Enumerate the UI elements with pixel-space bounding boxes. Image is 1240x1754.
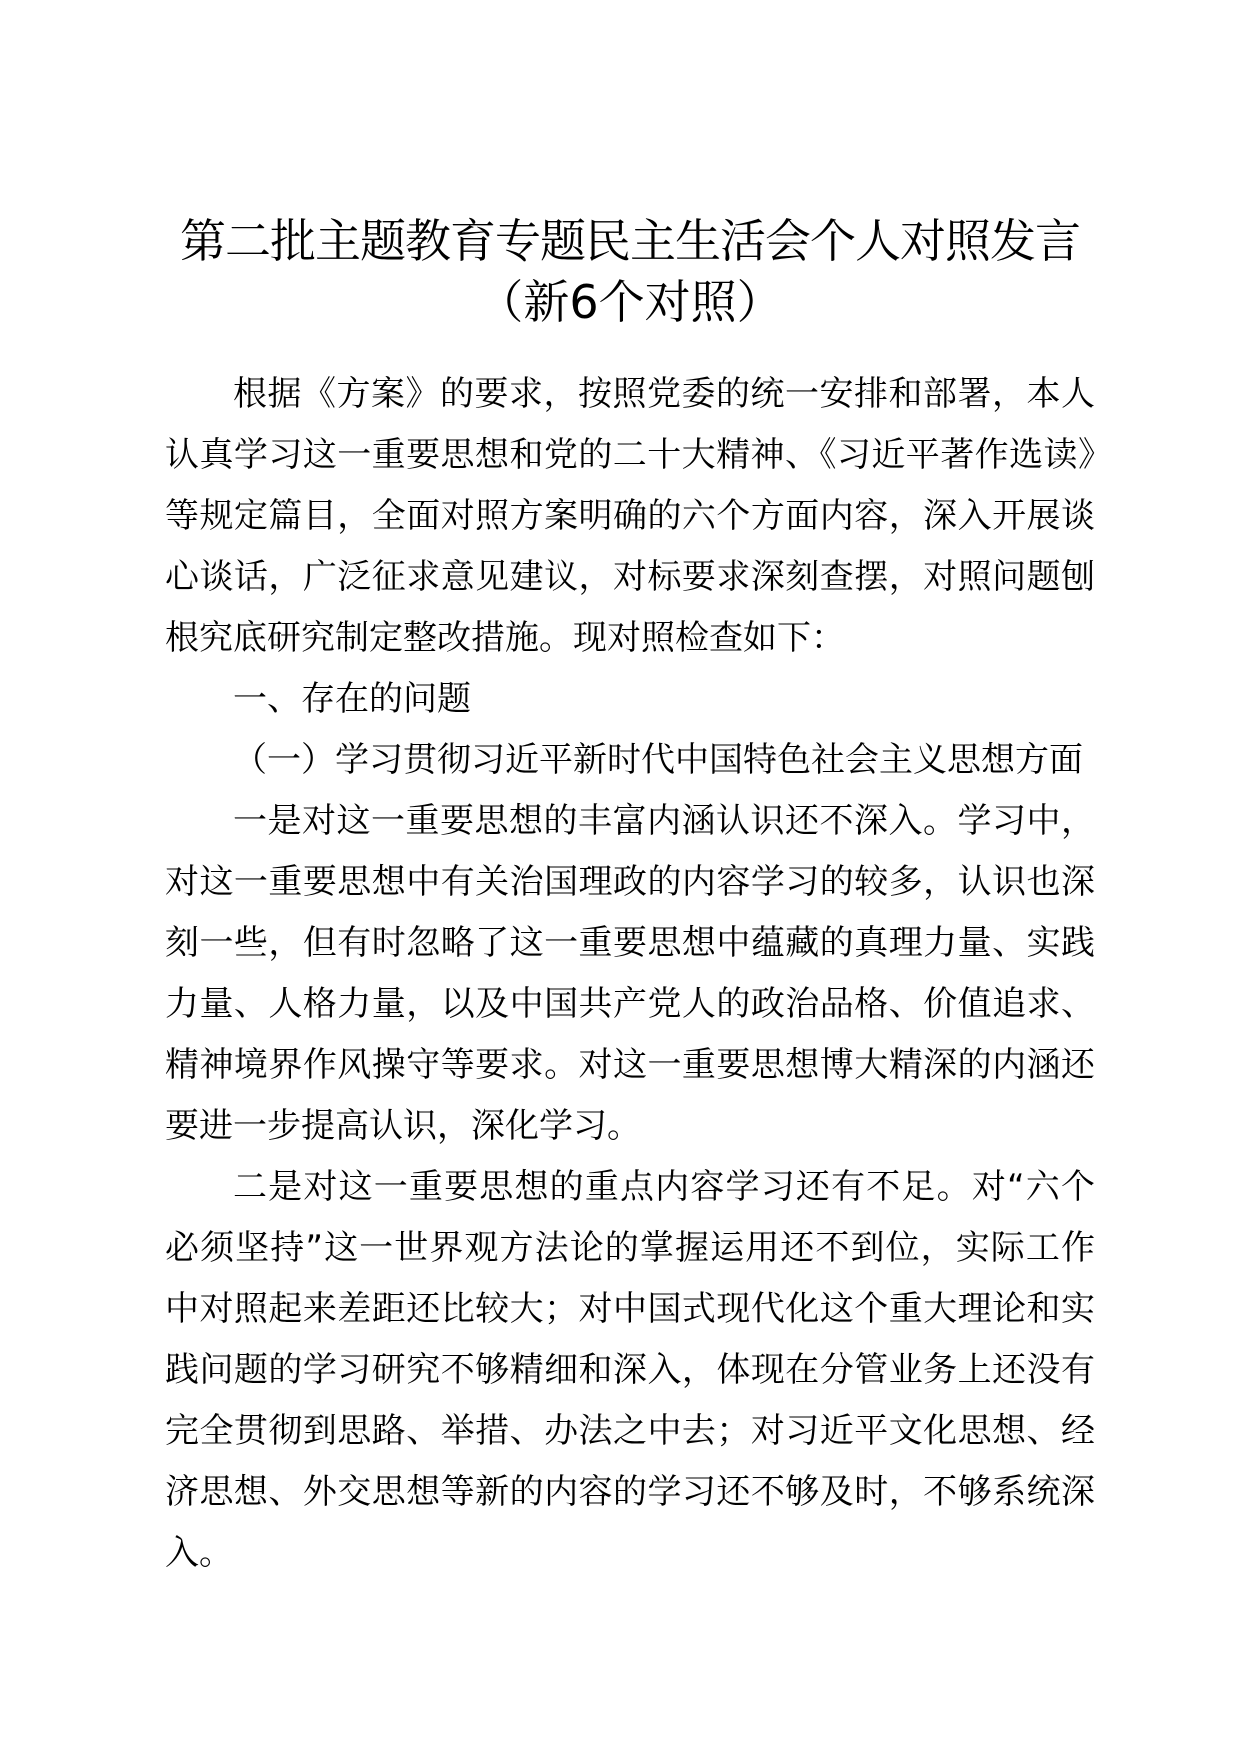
document-title: 第二批主题教育专题民主生活会个人对照发言	[180, 214, 1080, 268]
section-heading: 一、存在的问题	[233, 679, 471, 719]
intro-paragraph: 根据《方案》的要求，按照党委的统一安排和部署，本人认真学习这一重要思想和党的二十大精神、《习近平著作选读》等规定篇目，全面对照方案明确的六个方面内容，深入开展谈心谈话，广泛征求意见建议，对标要求深刻查摆，对照问题刨根究底研究制定整改措施。现对照检查如下：	[165, 374, 1095, 658]
document-subtitle: （新6个对照）	[477, 275, 783, 329]
subsection-heading: （一）学习贯彻习近平新时代中国特色社会主义思想方面	[233, 740, 1083, 780]
body-paragraph: 一是对这一重要思想的丰富内涵认识还不深入。学习中，对这一重要思想中有关治国理政的内容学习的较多，认识也深刻一些，但有时忽略了这一重要思想中蕴藏的真理力量、实践力量、人格力量，以及中国共产党人的政治品格、价值追求、精神境界作风操守等要求。对这一重要思想博大精深的内涵还要进一步提高认识，深化学习。	[165, 801, 1095, 1146]
body-paragraph: 二是对这一重要思想的重点内容学习还有不足。对“六个必须坚持”这一世界观方法论的掌握运用还不到位，实际工作中对照起来差距还比较大；对中国式现代化这个重大理论和实践问题的学习研究不够精细和深入，体现在分管业务上还没有完全贯彻到思路、举措、办法之中去；对习近平文化思想、经济思想、外交思想等新的内容的学习还不够及时，不够系统深入。	[165, 1167, 1095, 1573]
document-body	[165, 364, 1095, 1584]
